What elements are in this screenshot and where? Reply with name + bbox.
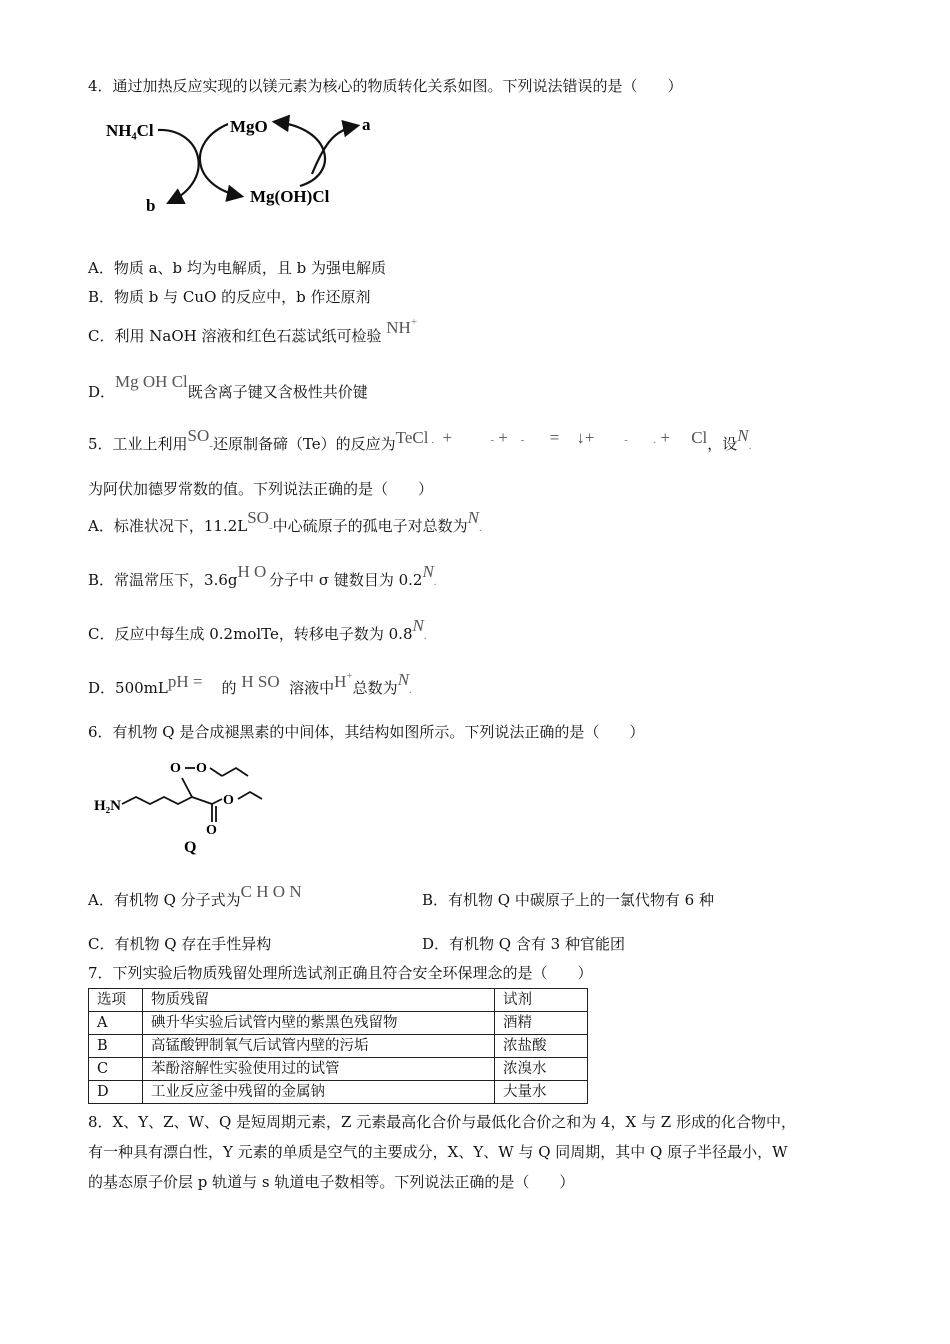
table-cell: 高锰酸钾制氧气后试管内壁的污垢: [143, 1035, 495, 1058]
table-cell: B: [89, 1035, 143, 1058]
q4-conversion-diagram: [100, 108, 400, 220]
table-cell: C: [89, 1058, 143, 1081]
header-cell-residue: 物质残留: [143, 989, 495, 1012]
table-header-row: [89, 989, 588, 1012]
q4-stem: 4．通过加热反应实现的以镁元素为核心的物质转化关系如图。下列说法错误的是（ ）: [88, 77, 683, 95]
q4-option-a: A．物质 a、b 均为电解质，且 b 为强电解质: [88, 259, 387, 277]
q6-option-b: B．有机物 Q 中碳原子上的一氯代物有 6 种: [422, 891, 714, 909]
o-lower-carbonyl: O: [206, 823, 217, 838]
q5-option-b: B．常温常压下，3.6gH O 分子中 σ 键数目为 0.2N.: [88, 562, 437, 589]
a-label: a: [362, 115, 371, 134]
q5-option-c: C．反应中每生成 0.2molTe，转移电子数为 0.8N.: [88, 616, 427, 643]
q8-line2: 有一种具有漂白性，Y 元素的单质是空气的主要成分，X、Y、W 与 Q 同周期，其中 Q 原子半径最小，W: [88, 1143, 788, 1161]
q6-option-a: A．有机物 Q 分子式为C H O N: [88, 882, 302, 909]
table-cell: 苯酚溶解性实验使用过的试管: [143, 1058, 495, 1081]
b-label: b: [146, 196, 156, 215]
q4-option-d: D．Mg OH Cl既含离子键又含极性共价键: [88, 372, 368, 401]
table-row: [89, 1035, 588, 1058]
nh4cl-label: NH₄Cl: [106, 121, 154, 140]
table-cell: 浓盐酸: [495, 1035, 588, 1058]
q5-option-d: D．500mLpH = 的 H SO 溶液中H+总数为N.: [88, 670, 412, 697]
header-cell-reagent: 试剂: [495, 989, 588, 1012]
header-cell-option: 选项: [89, 989, 143, 1012]
q4-option-b: B．物质 b 与 CuO 的反应中，b 作还原剂: [88, 288, 371, 306]
arrow-to-a: [312, 126, 356, 174]
table-row: [89, 1012, 588, 1035]
nh4-fragment: NH: [386, 318, 411, 337]
q-label: Q: [184, 839, 197, 856]
table-cell: 碘升华实验后试管内壁的紫黑色残留物: [143, 1012, 495, 1035]
formula-fragment: C H O N: [240, 882, 302, 901]
q5-option-a: A．标准状况下，11.2LSO-中心硫原子的孤电子对总数为N.: [88, 508, 482, 535]
table-cell: 大量水: [495, 1081, 588, 1104]
q5-line1: 5．工业上利用SO-还原制备碲（Te）的反应为TeCl . + - + - = ↓+ - . + Cl，设N.: [88, 426, 752, 453]
table-cell: D: [89, 1081, 143, 1104]
q8-line1: 8．X、Y、Z、W、Q 是短周期元素，Z 元素最高化合价与最低化合价之和为 4，X 与 Z 形成的化合物中，: [88, 1113, 796, 1131]
mgohcl-fragment: Mg OH Cl: [115, 372, 188, 391]
equation-fragment: TeCl . + - + - = ↓+ - . + Cl: [395, 428, 708, 447]
table-row: [89, 1081, 588, 1104]
h2n-label: H₂N: [94, 798, 121, 814]
table-row: [89, 1058, 588, 1081]
arrow-mgohcl-to-mgo: [276, 122, 325, 186]
table-cell: 酒精: [495, 1012, 588, 1035]
o-lower-ester: O: [223, 793, 234, 808]
q4-option-c: C．利用 NaOH 溶液和红色石蕊试纸可检验 NH+: [88, 316, 418, 345]
arrow-nh4cl-to-b: [158, 130, 199, 202]
q6-stem: 6．有机物 Q 是合成褪黑素的中间体，其结构如图所示。下列说法正确的是（ ）: [88, 723, 645, 741]
so2-fragment: SO: [187, 426, 210, 445]
o-upper-ester: O: [196, 761, 207, 776]
o-upper-carbonyl: O: [170, 761, 181, 776]
table-cell: 工业反应釜中残留的金属钠: [143, 1081, 495, 1104]
q7-stem: 7．下列实验后物质残留处理所选试剂正确且符合安全环保理念的是（ ）: [88, 964, 593, 982]
mgo-label: MgO: [230, 117, 268, 136]
q6-structure-diagram: [92, 752, 292, 864]
q7-table: [88, 988, 588, 1104]
mgohcl-label: Mg(OH)Cl: [250, 187, 330, 206]
q5-line2: 为阿伏加德罗常数的值。下列说法正确的是（ ）: [88, 480, 434, 498]
table-cell: A: [89, 1012, 143, 1035]
q6-option-d: D．有机物 Q 含有 3 种官能团: [422, 935, 625, 953]
q6-option-c: C．有机物 Q 存在手性异构: [88, 935, 272, 953]
table-cell: 浓溴水: [495, 1058, 588, 1081]
q8-line3: 的基态原子价层 p 轨道与 s 轨道电子数相等。下列说法正确的是（ ）: [88, 1173, 575, 1191]
